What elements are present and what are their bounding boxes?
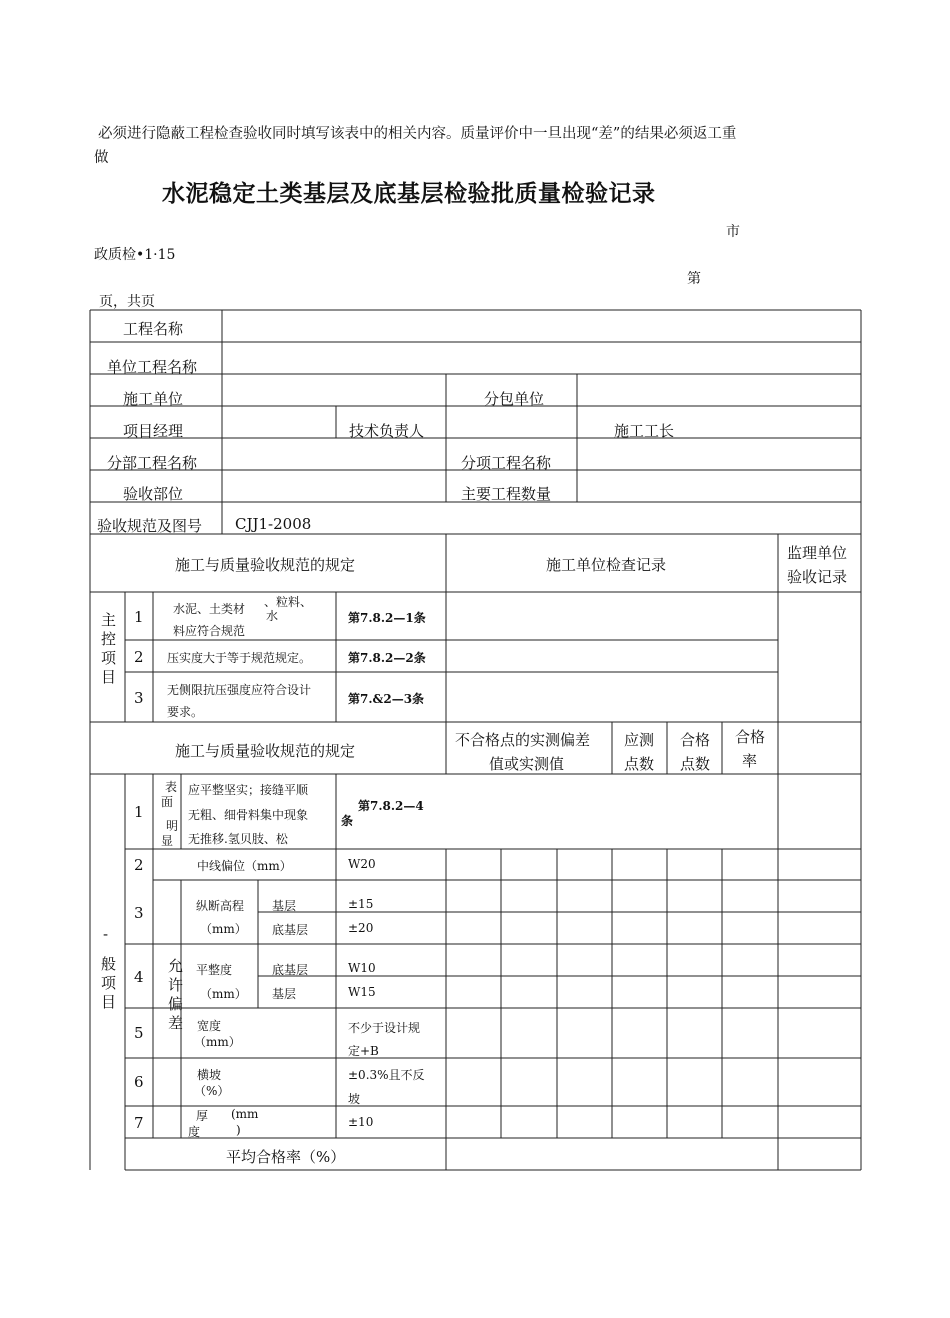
header2-rate-line2: 率 [742,752,758,770]
general-row3-val1: ±15 [348,897,374,911]
general-items-dash: - [103,925,109,943]
page-number-prefix: 第 [687,271,701,287]
label-acceptance-part: 验收部位 [123,485,184,503]
header-contractor-record: 施工单位检查记录 [546,556,667,574]
general-row4-val2: W15 [348,985,376,999]
main-row2-record-field[interactable] [447,641,777,671]
general-row1-no: 1 [134,803,144,821]
general-row7-item-4: ) [236,1123,241,1137]
header2-should-line1: 应测 [624,731,655,749]
general-row3-sub1: 基层 [272,899,297,913]
label-project-manager: 项目经理 [123,422,184,440]
general-row1-sub-a: 表 [165,780,178,794]
general-row4-item-2: （mm） [200,987,247,1001]
general-row1-clause-2: 条 [341,814,354,828]
general-row3-sub2: 底基层 [272,923,309,937]
header2-deviation-line1: 不合格点的实测偏差 [455,731,591,749]
contractor-field[interactable] [223,375,445,405]
general-row7-item-3: 度 [188,1125,201,1139]
acceptance-part-field[interactable] [223,471,445,501]
main-row3-record-field[interactable] [447,673,777,721]
general-row4-sub2: 基层 [272,987,297,1001]
instruction-note-line1: 必须进行隐蔽工程检查验收同时填写该表中的相关内容。质量评价中一旦出现“差”的结果必须返工重 [98,126,737,142]
general-row4-sub1: 底基层 [272,963,309,977]
general-row1-record-field[interactable] [447,775,777,848]
general-row3-item-2: （mm） [200,922,247,936]
allowed-deviation-label: 允许偏差 [166,958,184,1034]
main-row2-no: 2 [134,648,144,666]
header2-rules: 施工与质量验收规范的规定 [175,742,356,760]
general-row7-no: 7 [134,1114,144,1132]
page-title: 水泥稳定土类基层及底基层检验批质量检验记录 [162,181,656,207]
main-row3-text-d: 要求。 [167,705,204,719]
general-row6-no: 6 [134,1073,144,1091]
general-row5-item-2: （mm） [194,1035,241,1049]
general-row6-item-1: 横坡 [197,1068,222,1082]
general-row1-text-1: 应平整坚实；接缝平顺 [188,783,309,797]
header-supervisor-line2: 验收记录 [787,568,848,586]
general-row7-value: ±10 [348,1115,374,1129]
general-row1-text-3: 无推移.氢贝肢、松 [188,832,288,846]
unit-project-name-field[interactable] [223,343,860,373]
label-spec: 验收规范及图号 [97,517,203,535]
main-row1-no: 1 [134,608,144,626]
main-row1-text-d: 料应符合规范 [173,624,246,638]
average-pass-rate-field[interactable] [447,1139,777,1169]
general-row1-sub-b: 面 [161,795,174,809]
general-row2-item: 中线偏位（mm） [197,859,292,873]
general-row5-no: 5 [134,1024,144,1042]
general-row1-sub-c: 明 [166,819,179,833]
general-row1-sub-d: 显 [161,834,174,848]
subitem-name-field[interactable] [578,439,860,469]
page-count: 页，共页 [99,294,155,310]
label-contractor: 施工单位 [123,390,184,408]
general-row1-clause-1: 第7.8.2—4 [358,799,424,813]
general-row5-val-1: 不少于设计规 [348,1021,421,1035]
general-items-label: 般项目 [99,956,117,1013]
label-subcontractor: 分包单位 [484,390,545,408]
main-row1-text-b: 、粒料、 [264,595,313,609]
header2-should-line2: 点数 [624,755,655,773]
main-row3-no: 3 [134,689,144,707]
division-name-field[interactable] [223,439,445,469]
general-row4-val1: W10 [348,961,376,975]
header2-rate-line1: 合格 [735,728,766,746]
general-row1-text-2: 无粗、细骨料集中现象 [188,808,309,822]
general-row3-val2: ±20 [348,921,374,935]
main-row2-clause: 第7.8.2—2条 [348,651,426,665]
label-foreman: 施工工长 [614,422,675,440]
main-row2-text: 压实度大于等于规范规定。 [167,651,312,665]
instruction-note-line2: 做 [94,150,109,166]
main-row1-clause: 第7.8.2—1条 [348,611,426,625]
header2-deviation-line2: 值或实测值 [489,755,565,773]
main-row1-text-a: 水泥、土类材 [173,602,246,616]
general-row7-item-2: (mm [231,1107,259,1121]
label-subitem-name: 分项工程名称 [461,454,552,472]
main-row3-clause: 第7.&2—3条 [348,692,425,706]
general-row2-no: 2 [134,856,144,874]
form-city: 市 [726,224,740,240]
general-row3-item-1: 纵断高程 [196,899,245,913]
general-row4-item-1: 平整度 [196,963,233,977]
general-row6-item-2: （%） [194,1084,230,1098]
label-division-name: 分部工程名称 [107,454,198,472]
header-supervisor-line1: 监理单位 [787,544,848,562]
main-row1-record-field[interactable] [447,593,777,639]
general-row7-item-1: 厚 [196,1109,209,1123]
spec-value: CJJ1-2008 [235,515,312,533]
project-manager-field[interactable] [223,407,335,437]
average-pass-rate-label: 平均合格率（%） [226,1148,346,1166]
tech-lead-field[interactable] [447,407,576,437]
label-project-name: 工程名称 [123,320,184,338]
label-tech-lead: 技术负责人 [349,422,425,440]
project-name-field[interactable] [223,311,860,341]
subcontractor-field[interactable] [578,375,860,405]
general-row5-item-1: 宽度 [197,1019,222,1033]
general-row4-no: 4 [134,968,144,986]
main-items-label: 主控项目 [99,612,117,688]
general-row5-val-2: 定+B [348,1044,379,1058]
general-row6-val-2: 坡 [348,1092,361,1106]
main-row3-text-a: 无侧限抗压强度应符合设计 [167,683,312,697]
general-row3-no: 3 [134,904,144,922]
header-rules: 施工与质量验收规范的规定 [175,556,356,574]
label-main-quantity: 主要工程数量 [461,485,552,503]
label-unit-project-name: 单位工程名称 [107,358,198,376]
general-row2-value: W20 [348,857,376,871]
main-quantity-field[interactable] [578,471,860,501]
main-row1-text-c: 水 [266,609,279,623]
header2-pass-line2: 点数 [680,755,711,773]
general-row6-val-1: ±0.3%且不反 [348,1068,425,1082]
form-code: 政质检•1·15 [94,247,176,263]
header2-pass-line1: 合格 [680,731,711,749]
